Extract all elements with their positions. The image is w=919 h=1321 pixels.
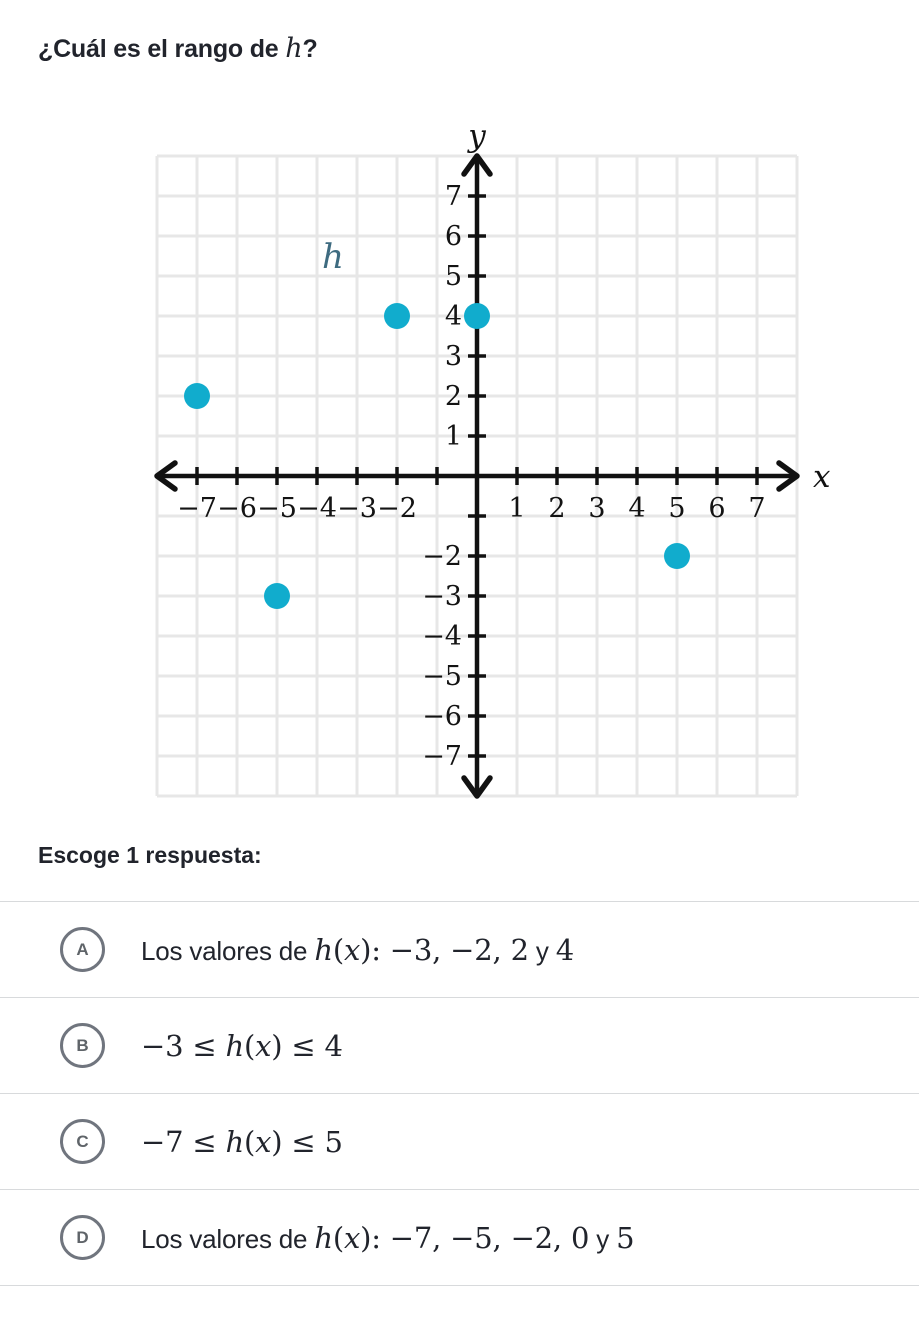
curve-label-h: h — [322, 237, 344, 277]
y-tick-label: 7 — [444, 181, 462, 212]
data-point — [184, 383, 210, 409]
answer-option-d[interactable] — [0, 1190, 919, 1285]
option-b-radio[interactable]: B — [60, 1023, 105, 1068]
math-expression: 5 — [616, 1220, 635, 1255]
option-text: Los valores de — [141, 935, 315, 966]
coordinate-plane — [137, 126, 867, 804]
y-tick-label: −7 — [422, 741, 462, 772]
y-tick-label: −4 — [422, 621, 462, 652]
option-c-radio[interactable]: C — [60, 1119, 105, 1164]
question-title — [38, 33, 919, 64]
answer-option-b[interactable] — [0, 998, 919, 1093]
y-tick-label: −5 — [422, 661, 462, 692]
y-tick-label: 6 — [444, 221, 462, 252]
option-b-text — [141, 1029, 343, 1063]
answer-option-a[interactable] — [0, 902, 919, 997]
x-tick-label: −6 — [217, 493, 257, 524]
x-tick-label: 2 — [548, 493, 566, 524]
math-expression: h(x): −7, −5, −2, 0 — [314, 1220, 590, 1255]
question-title-prefix: ¿Cuál es el rango de — [38, 35, 286, 63]
x-tick-label: 4 — [628, 493, 646, 524]
math-expression: h(x): −3, −2, 2 — [314, 932, 529, 967]
option-d-text — [141, 1221, 634, 1255]
choice-separator — [0, 1285, 919, 1286]
option-text: y — [589, 1223, 617, 1254]
option-c-text — [141, 1125, 343, 1159]
function-h-graph — [137, 126, 867, 804]
option-d-radio[interactable]: D — [60, 1215, 105, 1260]
y-tick-label: −6 — [422, 701, 462, 732]
option-text: Los valores de — [141, 1223, 315, 1254]
x-tick-label: 7 — [748, 493, 766, 524]
x-tick-label: 5 — [668, 493, 686, 524]
x-tick-label: 1 — [508, 493, 526, 524]
x-tick-label: 6 — [708, 493, 726, 524]
y-tick-label: 2 — [444, 381, 462, 412]
y-tick-label: −3 — [422, 581, 462, 612]
option-a-radio[interactable]: A — [60, 927, 105, 972]
y-axis-label: y — [468, 126, 486, 154]
y-tick-label: 4 — [444, 301, 462, 332]
question-title-math-var: h — [285, 33, 303, 64]
x-axis-label: x — [813, 459, 831, 495]
option-a-text — [141, 933, 574, 967]
x-tick-label: −3 — [337, 493, 377, 524]
data-point — [464, 303, 490, 329]
data-point — [384, 303, 410, 329]
math-expression: −7 ≤ h(x) ≤ 5 — [141, 1124, 343, 1159]
x-tick-label: −4 — [297, 493, 337, 524]
y-tick-label: 3 — [444, 341, 462, 372]
x-tick-label: −2 — [377, 493, 417, 524]
x-tick-label: −5 — [257, 493, 297, 524]
question-title-suffix: ? — [302, 35, 318, 63]
data-point — [664, 543, 690, 569]
x-tick-label: 3 — [588, 493, 606, 524]
choose-answer-prompt: Escoge 1 respuesta: — [38, 842, 262, 868]
data-point — [264, 583, 290, 609]
x-tick-label: −7 — [177, 493, 217, 524]
answer-option-c[interactable] — [0, 1094, 919, 1189]
option-text: y — [528, 935, 556, 966]
y-tick-label: −2 — [422, 541, 462, 572]
y-tick-label: 1 — [444, 421, 462, 452]
math-expression: −3 ≤ h(x) ≤ 4 — [141, 1028, 343, 1063]
math-expression: 4 — [555, 932, 574, 967]
y-tick-label: 5 — [444, 261, 462, 292]
answer-choices — [0, 901, 919, 1286]
